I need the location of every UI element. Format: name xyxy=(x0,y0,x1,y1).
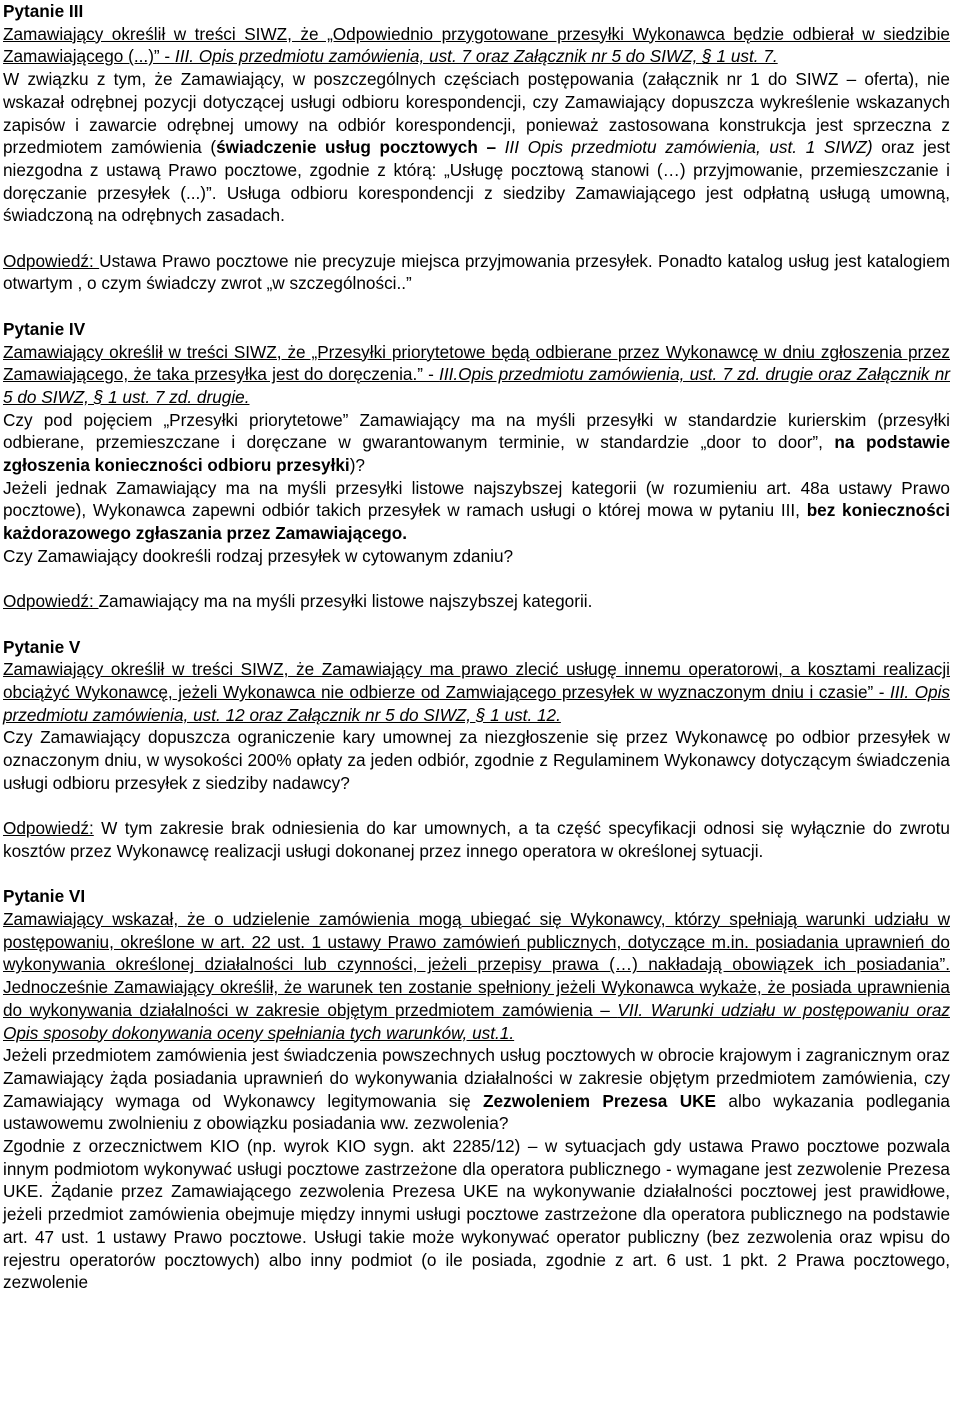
question-6-title: Pytanie VI xyxy=(3,886,86,907)
spacer xyxy=(3,613,950,636)
question-6-reference: VII. Warunki udziału w postępowaniu oraz Opis sposoby dokonywania oceny spełniania tych warunków, ust.1. xyxy=(3,999,950,1043)
answer-5-label: Odpowiedź: xyxy=(3,818,94,839)
question-3-body-text: W związku z tym, że Zamawiający, w poszczególnych częściach postępowania (załącznik nr 1 do SIWZ – oferta), nie wskazał odrębnej pozycji dotyczącej usługi odbioru korespondencji, czy Zamawiający dopuszcza wykreślenie wskazanych zapisów i zawarcie odrębnej umowy na odbiór korespondencji, ponieważ zastosowana konstrukcja jest sprzeczna z przedmiotem zamówienia ( xyxy=(3,69,950,158)
question-4-body-text: Czy pod pojęciem „Przesyłki priorytetowe” Zamawiający ma na myśli przesyłki w standardzie kurierskim (przesyłki odbierane, przemieszczane i doręczane w gwarantowanym terminie, w standardzie „door to door”, xyxy=(3,409,950,453)
answer-4 xyxy=(3,590,950,613)
spacer xyxy=(3,227,950,250)
question-6-quote xyxy=(3,908,950,1044)
question-3-reference: III. Opis przedmiotu zamówienia, ust. 7 oraz Załącznik nr 5 do SIWZ, § 1 ust. 7. xyxy=(174,46,778,67)
answer-4-label: Odpowiedź: xyxy=(3,591,99,612)
question-4-quote xyxy=(3,341,950,409)
question-3-body-bold: świadczenie usług pocztowych – xyxy=(216,137,497,158)
question-4-body-bold-2: bez konieczności każdorazowego zgłaszania przez Zamawiającego. xyxy=(3,500,950,544)
question-4-body-bold: na podstawie zgłoszenia konieczności odbioru przesyłki xyxy=(3,432,951,476)
answer-3-text: Ustawa Prawo pocztowe nie precyzuje miejsca przyjmowania przesyłek. Ponadto katalog usług jest katalogiem otwartym , o czym świadczy zwrot „w szczególności..” xyxy=(3,250,950,294)
question-4-body-text-2: )? xyxy=(349,455,365,476)
answer-3 xyxy=(3,250,950,295)
question-6-body-2: Zgodnie z orzecznictwem KIO (np. wyrok KIO sygn. akt 2285/12) – w sytuacjach gdy ustawa Prawo pocztowe pozwala innym podmiotom wykonywać usługi pocztowe zastrzeżone dla operatora publicznego - wymagane jest zezwolenie Prezesa UKE. Żądanie przez Zamawiającego zezwolenia Prezesa UKE na wykonywanie działalności pocztowej jest prawidłowe, jeżeli przedmiot zamówienia obejmuje między innymi usługi pocztowe zastrzeżone dla operatora publicznego na podstawie art. 47 ust. 1 ustawy Prawo pocztowe. Usługi takie może wykonywać operator publiczny (bez zezwolenia oraz wpisu do rejestru operatorów pocztowych) albo inny podmiot (o ile posiada, zgodnie z art. 6 ust. 1 pkt. 2 Prawa pocztowego, zezwolenie xyxy=(3,1136,950,1293)
answer-5-text: W tym zakresie brak odniesienia do kar umownych, a ta część specyfikacji odnosi się wyłącznie do zwrotu kosztów przez Wykonawcę realizacji usługi dokonanej przez innego operatora w określonej sytuacji. xyxy=(3,818,950,861)
question-3-quote xyxy=(3,23,950,68)
question-4-body xyxy=(3,409,950,477)
question-3-body-italic: III Opis przedmiotu zamówienia, ust. 1 SIWZ) xyxy=(496,137,873,158)
question-6-body-text-2: albo wykazania podlegania ustawowemu zwolnieniu z obowiązku posiadania ww. zezwolenia? xyxy=(3,1090,950,1134)
question-3-body-text-2: oraz jest niezgodna z ustawą Prawo pocztowe, zgodnie z którą: „Usługę pocztową stanowi (…) przyjmowanie, przemieszczanie i doręczanie przesyłek (...)”. Usługa odbioru korespondencji z siedziby Zamawiającego jest odpłatną usługą umowną, świadczoną na odrębnych zasadach. xyxy=(3,137,950,226)
question-4-body-2 xyxy=(3,477,950,545)
question-5-title: Pytanie V xyxy=(3,636,81,657)
question-4-quote-text: Zamawiający określił w treści SIWZ, że „Przesyłki priorytetowe będą odbierane przez Wykonawcę w dniu zgłoszenia przez Zamawiającego, że taka przesyłka jest do doręczenia.” - xyxy=(3,341,950,385)
question-3-title: Pytanie III xyxy=(3,1,84,21)
question-6-body-bold: Zezwoleniem Prezesa UKE xyxy=(483,1090,717,1111)
answer-4-text: Zamawiający ma na myśli przesyłki listowe najszybszej kategorii. xyxy=(98,591,593,612)
question-6-quote-text: Zamawiający wskazał, że o udzielenie zamówienia mogą ubiegać się Wykonawcy, którzy spełniają warunki udziału w postępowaniu, określone w art. 22 ust. 1 ustawy Prawo zamówień publicznych, dotyczące m.in. posiadania uprawnień do wykonywania określonej działalności lub czynności, jeżeli przepisy prawa (…) nakładają obowiązek ich posiadania”. Jednocześnie Zamawiający określił, że warunek ten zostanie spełniony jeżeli Wykonawca wykaże, że posiada uprawnienia do wykonywania działalności w zakresie objętym przedmiotem zamówienia – xyxy=(3,909,950,1020)
question-3-quote-text: Zamawiający określił w treści SIWZ, że „Odpowiednio przygotowane przesyłki Wykonawca będzie odbierał w siedzibie Zamawiającego (...)” - xyxy=(3,23,950,67)
answer-3-label: Odpowiedź: xyxy=(3,250,100,271)
spacer xyxy=(3,863,950,886)
answer-5 xyxy=(3,817,950,862)
question-6-body xyxy=(3,1044,950,1135)
question-5-reference: III. Opis przedmiotu zamówienia, ust. 12 oraz Załącznik nr 5 do SIWZ, § 1 ust. 12. xyxy=(3,682,951,725)
question-4-title: Pytanie IV xyxy=(3,318,86,339)
question-4-body-text-3: Jeżeli jednak Zamawiający ma na myśli przesyłki listowe najszybszej kategorii (w rozumieniu art. 48a ustawy Prawo pocztowe), Wykonawca zapewni odbiór takich przesyłek w ramach usługi o której mowa w pytaniu III, xyxy=(3,477,950,521)
question-4-body-3: Czy Zamawiający dookreśli rodzaj przesyłek w cytowanym zdaniu? xyxy=(3,545,514,566)
question-4-reference: III.Opis przedmiotu zamówienia, ust. 7 zd. drugie oraz Załącznik nr 5 do SIWZ, § 1 ust. 7 zd. drugie. xyxy=(3,364,950,407)
question-5-body: Czy Zamawiający dopuszcza ograniczenie kary umownej za niezgłoszenie się przez Wykonawcę po odbior przesyłek w oznaczonym dniu, w wysokości 200% opłaty za jeden odbiór, zgodnie z Regulaminem Wykonawcy dotyczącym świadczenia usługi odbioru przesyłek z siedziby nadawcy? xyxy=(3,727,950,793)
spacer xyxy=(3,795,950,818)
question-5-quote xyxy=(3,658,950,726)
question-6-body-text: Jeżeli przedmiotem zamówienia jest świadczenia powszechnych usług pocztowych w obrocie krajowym i zagranicznym oraz Zamawiający żąda posiadania uprawnień do wykonywania działalności w zakresie objętym przedmiotem zamówienia, czy Zamawiający wymaga od Wykonawcy legitymowania się xyxy=(3,1045,950,1111)
spacer xyxy=(3,295,950,318)
spacer xyxy=(3,568,950,591)
question-3-body xyxy=(3,68,950,227)
question-5-quote-text: Zamawiający określił w treści SIWZ, że Zamawiający ma prawo zlecić usługę innemu operatorowi, a kosztami realizacji obciążyć Wykonawcę, jeżeli Wykonawca nie odbierze od Zamwiającego przesyłek w wyznaczonym dniu i czasie” - xyxy=(3,659,950,703)
